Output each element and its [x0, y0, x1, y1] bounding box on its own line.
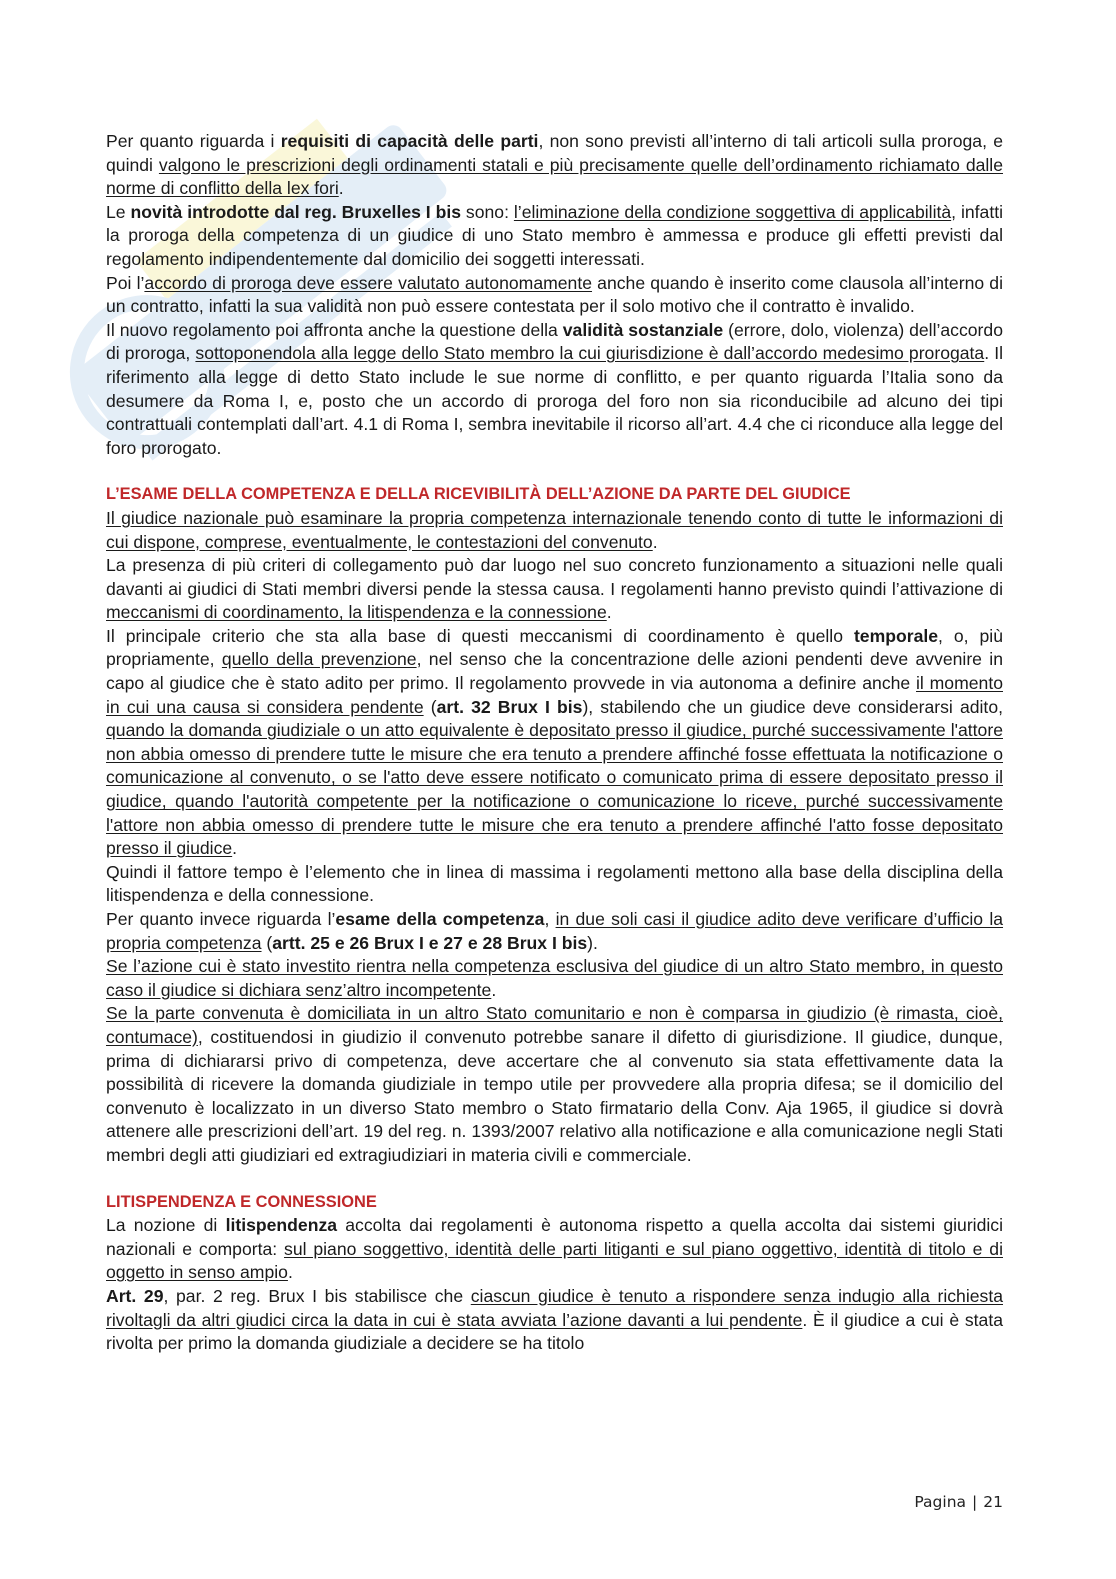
paragraph [106, 319, 1003, 461]
text-run: . [606, 602, 612, 623]
paragraph [106, 201, 1003, 272]
document-body [106, 130, 1003, 1356]
underlined-text: sottoponendola alla legge dello Stato membro la cui giurisdizione è dall’accordo medesimo prorogata [195, 343, 985, 364]
text-run: . [232, 838, 238, 859]
underlined-text: sul piano soggettivo, identità delle parti litiganti e sul piano oggettivo, identità di titolo e di oggetto in senso ampio [106, 1238, 1003, 1283]
text-run: Le [106, 201, 131, 222]
text-run: . [287, 1262, 293, 1283]
bold-text: Art. 29 [106, 1285, 164, 1306]
underlined-text: Se la parte convenuta è domiciliata in un altro Stato comunitario e non è comparsa in giudizio (è rimasta, cioè, contumace) [106, 1003, 1003, 1047]
paragraph [106, 1285, 1003, 1356]
bold-text: esame della competenza [335, 909, 545, 929]
text-run: accolta dai regolamenti è autonoma rispetto a quella accolta dai sistemi giuridici nazionali e comporta: [106, 1215, 1003, 1259]
text-run: . [491, 979, 497, 1000]
paragraph [106, 507, 1003, 554]
paragraph [106, 130, 1003, 201]
text-run: ). [587, 932, 598, 953]
bold-text: requisiti di capacità delle parti [280, 131, 539, 151]
paragraph [106, 861, 1003, 908]
text-run: Per quanto riguarda i [106, 131, 281, 151]
bold-text: litispendenza [225, 1215, 338, 1236]
text-run: La presenza di più criteri di collegamento può dar luogo nel suo concreto funzionamento a situazioni nelle quali davanti ai giudici di Stati membri diversi pende la stessa causa. I regolamenti hanno previsto quindi l’attivazione di [106, 555, 1003, 599]
text-run: (errore, dolo, violenza) dell’accordo di proroga, [106, 319, 1003, 364]
text-run: Quindi il fattore tempo è l’elemento che in linea di massima i regolamenti mettono alla base della disciplina della litispendenza e della connessione. [106, 861, 1003, 906]
text-run: , par. 2 reg. Brux I bis stabilisce che [163, 1285, 471, 1306]
text-run: , nel senso che la concentrazione delle azioni pendenti deve avvenire in capo al giudice che è stato adito per primo. Il regolamento provvede in via autonoma a definire anche [106, 649, 1003, 694]
bold-text: novità introdotte dal reg. Bruxelles I bis [130, 201, 462, 222]
paragraph [106, 1002, 1003, 1167]
text-run: , non sono previsti all’interno di tali articoli sulla proroga, e quindi [106, 131, 1003, 175]
section-gap [106, 460, 1003, 483]
page-number: 21 [983, 1493, 1003, 1511]
page-label: Pagina [914, 1493, 967, 1511]
paragraph [106, 1214, 1003, 1285]
text-run: ( [423, 696, 437, 717]
underlined-text: accordo di proroga deve essere valutato autonomamente [144, 272, 593, 293]
text-run: . [338, 178, 344, 199]
text-run: Poi l’ [106, 272, 145, 293]
bold-text: validità sostanziale [562, 319, 724, 340]
paragraph [106, 908, 1003, 955]
bold-text: temporale [853, 625, 939, 646]
underlined-text: quando la domanda giudiziale o un atto equivalente è depositato presso il giudice, purché successivamente l'attore non abbia omesso di prendere tutte le misure che era tenuto a prendere affinché fosse effettuata la notificazione o comunicazione al convenuto, o se l'atto deve essere notificato o comunicato prima di essere depositato presso il giudice, quando l'autorità competente per la notificazione o comunicazione lo riceve, purché successivamente l'attore non abbia omesso di prendere tutte le misure che era tenuto a prendere affinché l'atto fosse depositato presso il giudice [106, 720, 1003, 859]
text-run: ), stabilendo che un giudice deve considerarsi adito, [582, 696, 1003, 717]
text-run: , [544, 909, 556, 929]
paragraph [106, 625, 1003, 861]
text-run: . [652, 531, 658, 552]
text-run: , infatti la proroga della competenza di un giudice di uno Stato membro è ammessa e produce gli effetti previsti dal regolamento indipendentemente dal domicilio dei soggetti interessati. [106, 201, 1004, 269]
text-run: Il principale criterio che sta alla base di questi meccanismi di coordinamento è quello [106, 625, 854, 646]
text-run: Il nuovo regolamento poi affronta anche la questione della [106, 319, 563, 340]
text-run: sono: [461, 201, 514, 222]
paragraph [106, 272, 1003, 319]
text-run: . È il giudice a cui è stata rivolta per primo la domanda giudiziale a decidere se ha titolo [106, 1309, 1003, 1354]
section-gap [106, 1168, 1003, 1191]
underlined-text: in due soli casi il giudice adito deve verificare d’ufficio la propria competenza [106, 909, 1004, 953]
page-separator: | [972, 1493, 978, 1511]
text-run: . Il riferimento alla legge di detto Stato include le sue norme di conflitto, e per quanto riguarda l’Italia sono da desumere da Roma I, e, posto che un accordo di proroga del foro non sia riconducibile ad alcuno dei tipi contrattuali contemplati dall’art. 4.1 di Roma I, sembra inevitabile il ricorso all’art. 4.4 che ci riconduce alla legge del foro prorogato. [106, 343, 1004, 458]
underlined-text: Il giudice nazionale può esaminare la propria competenza internazionale tenendo conto di tutte le informazioni di cui dispone, comprese, eventualmente, le contestazioni del convenuto [106, 507, 1003, 552]
text-run: anche quando è inserito come clausola all’interno di un contratto, infatti la sua validità non può essere contestata per il solo motivo che il contratto è invalido. [106, 272, 1003, 317]
page-footer [0, 1493, 1003, 1511]
section-heading: LITISPENDENZA E CONNESSIONE [106, 1192, 377, 1211]
paragraph [106, 955, 1003, 1002]
text-run: La nozione di [106, 1215, 226, 1236]
bold-text: art. 32 Brux I bis [436, 696, 583, 717]
paragraph [106, 554, 1003, 625]
text-run: ( [261, 932, 273, 953]
underlined-text: quello della prevenzione [221, 649, 417, 670]
text-run: Per quanto invece riguarda l’ [106, 909, 336, 929]
text-run: , costituendosi in giudizio il convenuto potrebbe sanare il difetto di giurisdizione. Il giudice, dunque, prima di dichiararsi privo di competenza, deve accertare che al convenuto sia stata effettivamente data la possibilità di ricevere la domanda giudiziale in tempo utile per provvedere alla propria difesa; se il domicilio del convenuto è localizzato in un diverso Stato membro o Stato firmatario della Conv. Aja 1965, il giudice si dovrà attenere alle prescrizioni dell’art. 19 del reg. n. 1393/2007 relativo alla notificazione e alla comunicazione negli Stati membri degli atti giudiziari ed extragiudiziari in materia civili e commerciale. [106, 1026, 1003, 1165]
underlined-text: l’eliminazione della condizione soggettiva di applicabilità [513, 201, 952, 222]
underlined-text: il momento in cui una causa si considera pendente [106, 673, 1003, 717]
bold-text: artt. 25 e 26 Brux I e 27 e 28 Brux I bis [272, 932, 588, 953]
text-run: , o, più propriamente, [106, 625, 1003, 670]
underlined-text: Se l’azione cui è stato investito rientra nella competenza esclusiva del giudice di un altro Stato membro, in questo caso il giudice si dichiara senz’altro incompetente [106, 956, 1003, 1000]
underlined-text: meccanismi di coordinamento, la litispendenza e la connessione [106, 602, 607, 623]
underlined-text: ciascun giudice è tenuto a rispondere senza indugio alla richiesta rivoltagli da altri giudici circa la data in cui è stata avviata l’azione davanti a lui pendente [106, 1285, 1003, 1330]
underlined-text: valgono le prescrizioni degli ordinamenti statali e più precisamente quelle dell’ordinamento richiamato dalle norme di conflitto della lex fori [106, 154, 1003, 199]
section-heading: L’ESAME DELLA COMPETENZA E DELLA RICEVIBILITÀ DELL’AZIONE DA PARTE DEL GIUDICE [106, 485, 851, 504]
